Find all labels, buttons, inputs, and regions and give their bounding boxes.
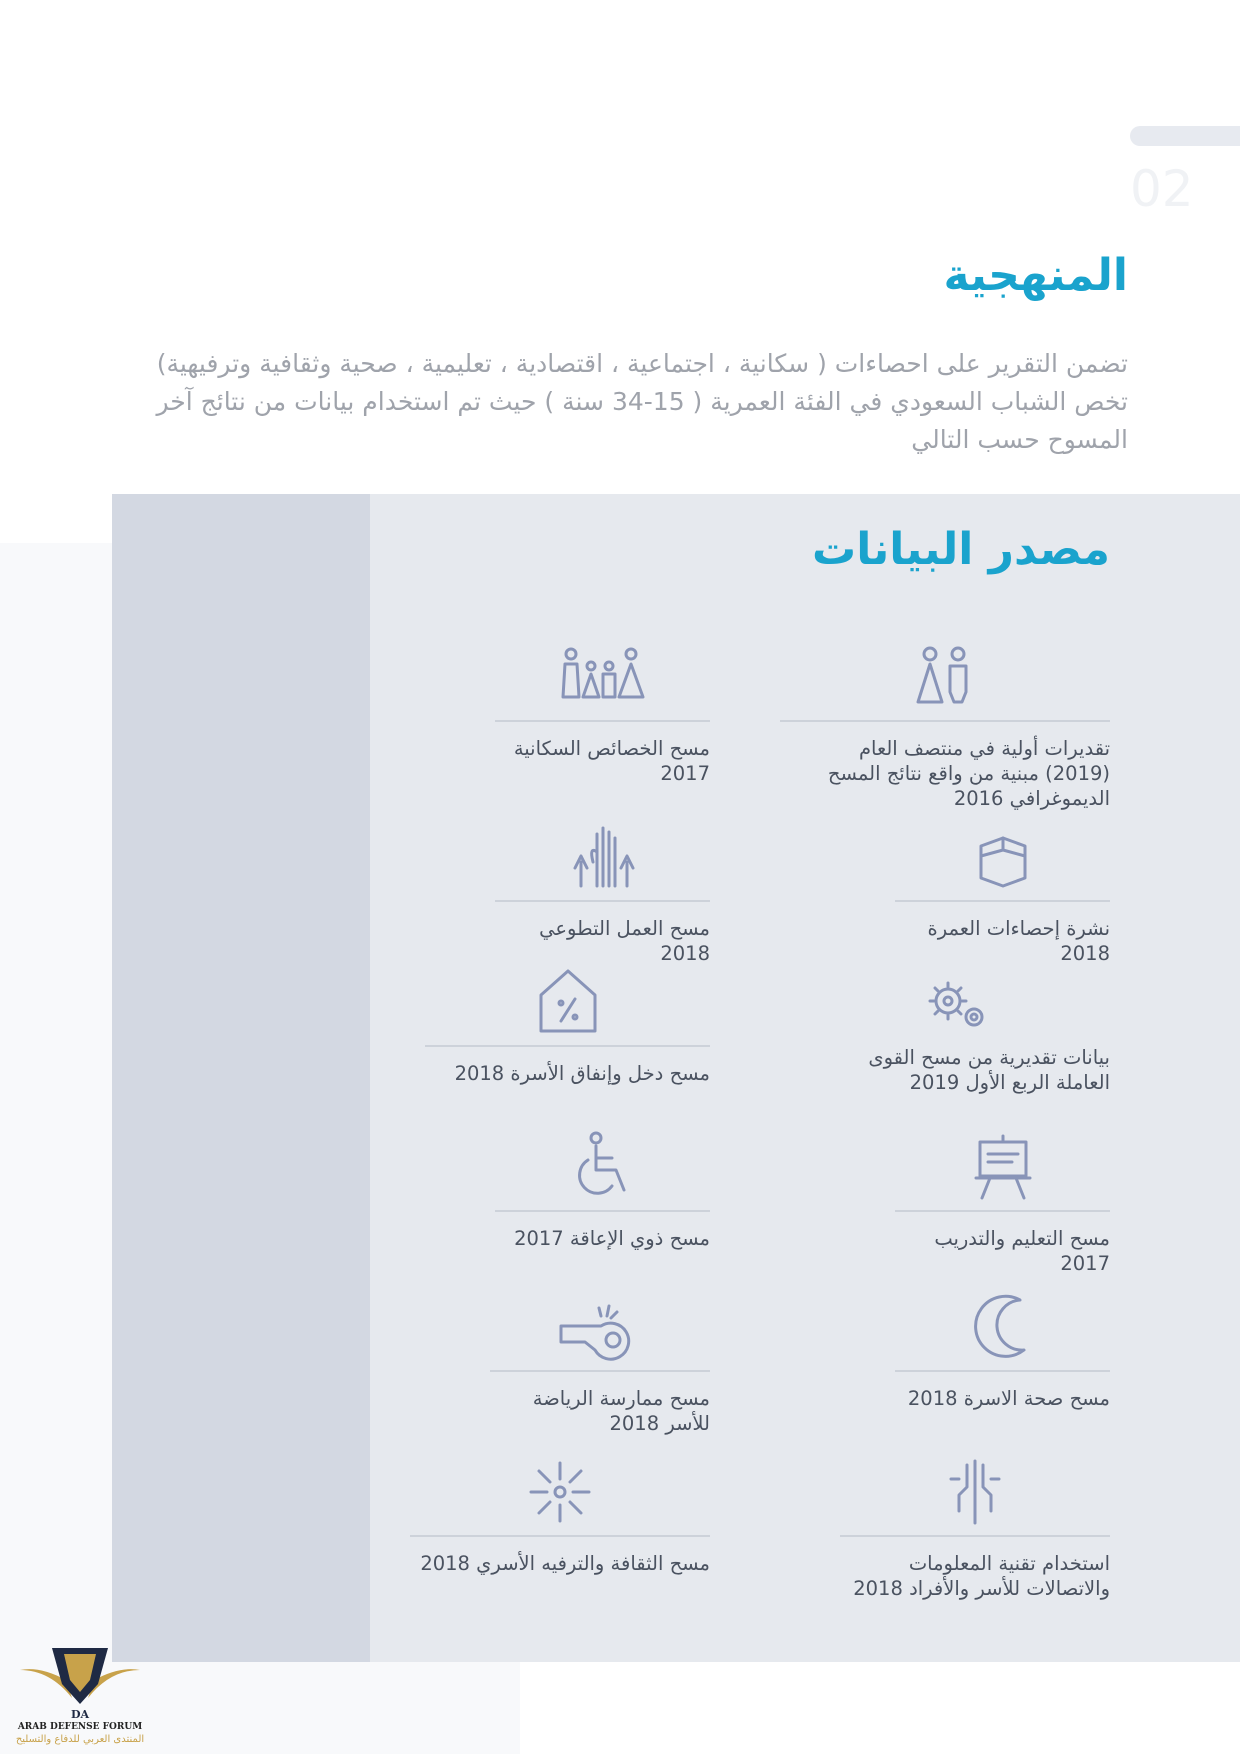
item-label: مسح التعليم والتدريب 2017 [934, 1227, 1110, 1275]
panel-side-strip [112, 494, 370, 1662]
divider [495, 1210, 710, 1212]
site-logo [10, 1640, 150, 1750]
whistle-icon [555, 1302, 645, 1362]
intro-paragraph: تضمن التقرير على احصاءات ( سكانية ، اجتماعية ، اقتصادية ، تعليمية ، صحية وثقافية وترفيهية) تخص الشباب السعودي في الفئة العمرية ( 15-34 سنة ) حيث تم استخدام بيانات من نتائج آخر المسوح حسب التالي [156, 349, 1128, 454]
arab-defense-forum-logo-icon [10, 1640, 150, 1722]
item-label: نشرة إحصاءات العمرة 2018 [927, 917, 1110, 965]
family-icon [553, 642, 653, 712]
item-label: مسح ذوي الإعاقة 2017 [514, 1227, 710, 1250]
data-source-item [895, 1274, 1110, 1411]
logo-text-en: ARAB DEFENSE FORUM [17, 1722, 143, 1732]
logo-text-ar: المنتدى العربي للدفاع والتسليح [15, 1734, 145, 1745]
easel-board-icon [968, 1132, 1038, 1202]
data-source-item [425, 949, 710, 1086]
item-label: مسح دخل وإنفاق الأسرة 2018 [454, 1062, 710, 1085]
house-percent-icon [533, 965, 603, 1037]
raised-hands-icon [563, 822, 643, 892]
item-label: مسح ممارسة الرياضة للأسر 2018 [532, 1387, 710, 1435]
data-sources-panel [112, 494, 1240, 1662]
gears-icon [920, 977, 1000, 1037]
divider [840, 1535, 1110, 1537]
divider [490, 1370, 710, 1372]
fireworks-icon [520, 1457, 600, 1527]
data-source-item [895, 804, 1110, 966]
item-label: مسح صحة الاسرة 2018 [907, 1387, 1110, 1410]
section-title: المنهجية [943, 250, 1128, 301]
panel-title: مصدر البيانات [812, 524, 1110, 575]
svg-text:DA: DA [70, 1708, 90, 1721]
data-source-item [410, 1439, 710, 1576]
data-source-item [495, 1114, 710, 1251]
divider [895, 1370, 1110, 1372]
item-label: استخدام تقنية المعلومات والاتصالات للأسر والأفراد 2018 [853, 1552, 1110, 1600]
divider [780, 720, 1110, 722]
data-source-item [810, 949, 1110, 1095]
data-source-item [490, 1274, 710, 1436]
data-source-item [895, 1114, 1110, 1276]
item-label: تقديرات أولية في منتصف العام (2019) مبنية من واقع نتائج المسح الديموغرافي 2016 [827, 737, 1110, 810]
item-label: مسح العمل التطوعي 2018 [539, 917, 710, 965]
male-female-icon [900, 642, 990, 712]
divider [895, 1210, 1110, 1212]
item-label: مسح الخصائص السكانية 2017 [513, 737, 710, 785]
divider [895, 900, 1110, 902]
data-source-item [495, 804, 710, 966]
divider [425, 1045, 710, 1047]
page-tab [1130, 126, 1240, 146]
item-label: مسح الثقافة والترفيه الأسري 2018 [420, 1552, 710, 1575]
crescent-icon [968, 1290, 1038, 1362]
item-label: بيانات تقديرية من مسح القوى العاملة الربع الأول 2019 [868, 1046, 1110, 1094]
page-number: 02 [1130, 160, 1194, 218]
wheelchair-icon [568, 1130, 638, 1202]
data-source-item [780, 624, 1110, 811]
divider [495, 720, 710, 722]
kaaba-icon [973, 832, 1033, 892]
circuit-icon [945, 1457, 1005, 1527]
divider [410, 1535, 710, 1537]
data-source-item [495, 624, 710, 786]
divider [495, 900, 710, 902]
data-source-item [840, 1439, 1110, 1601]
